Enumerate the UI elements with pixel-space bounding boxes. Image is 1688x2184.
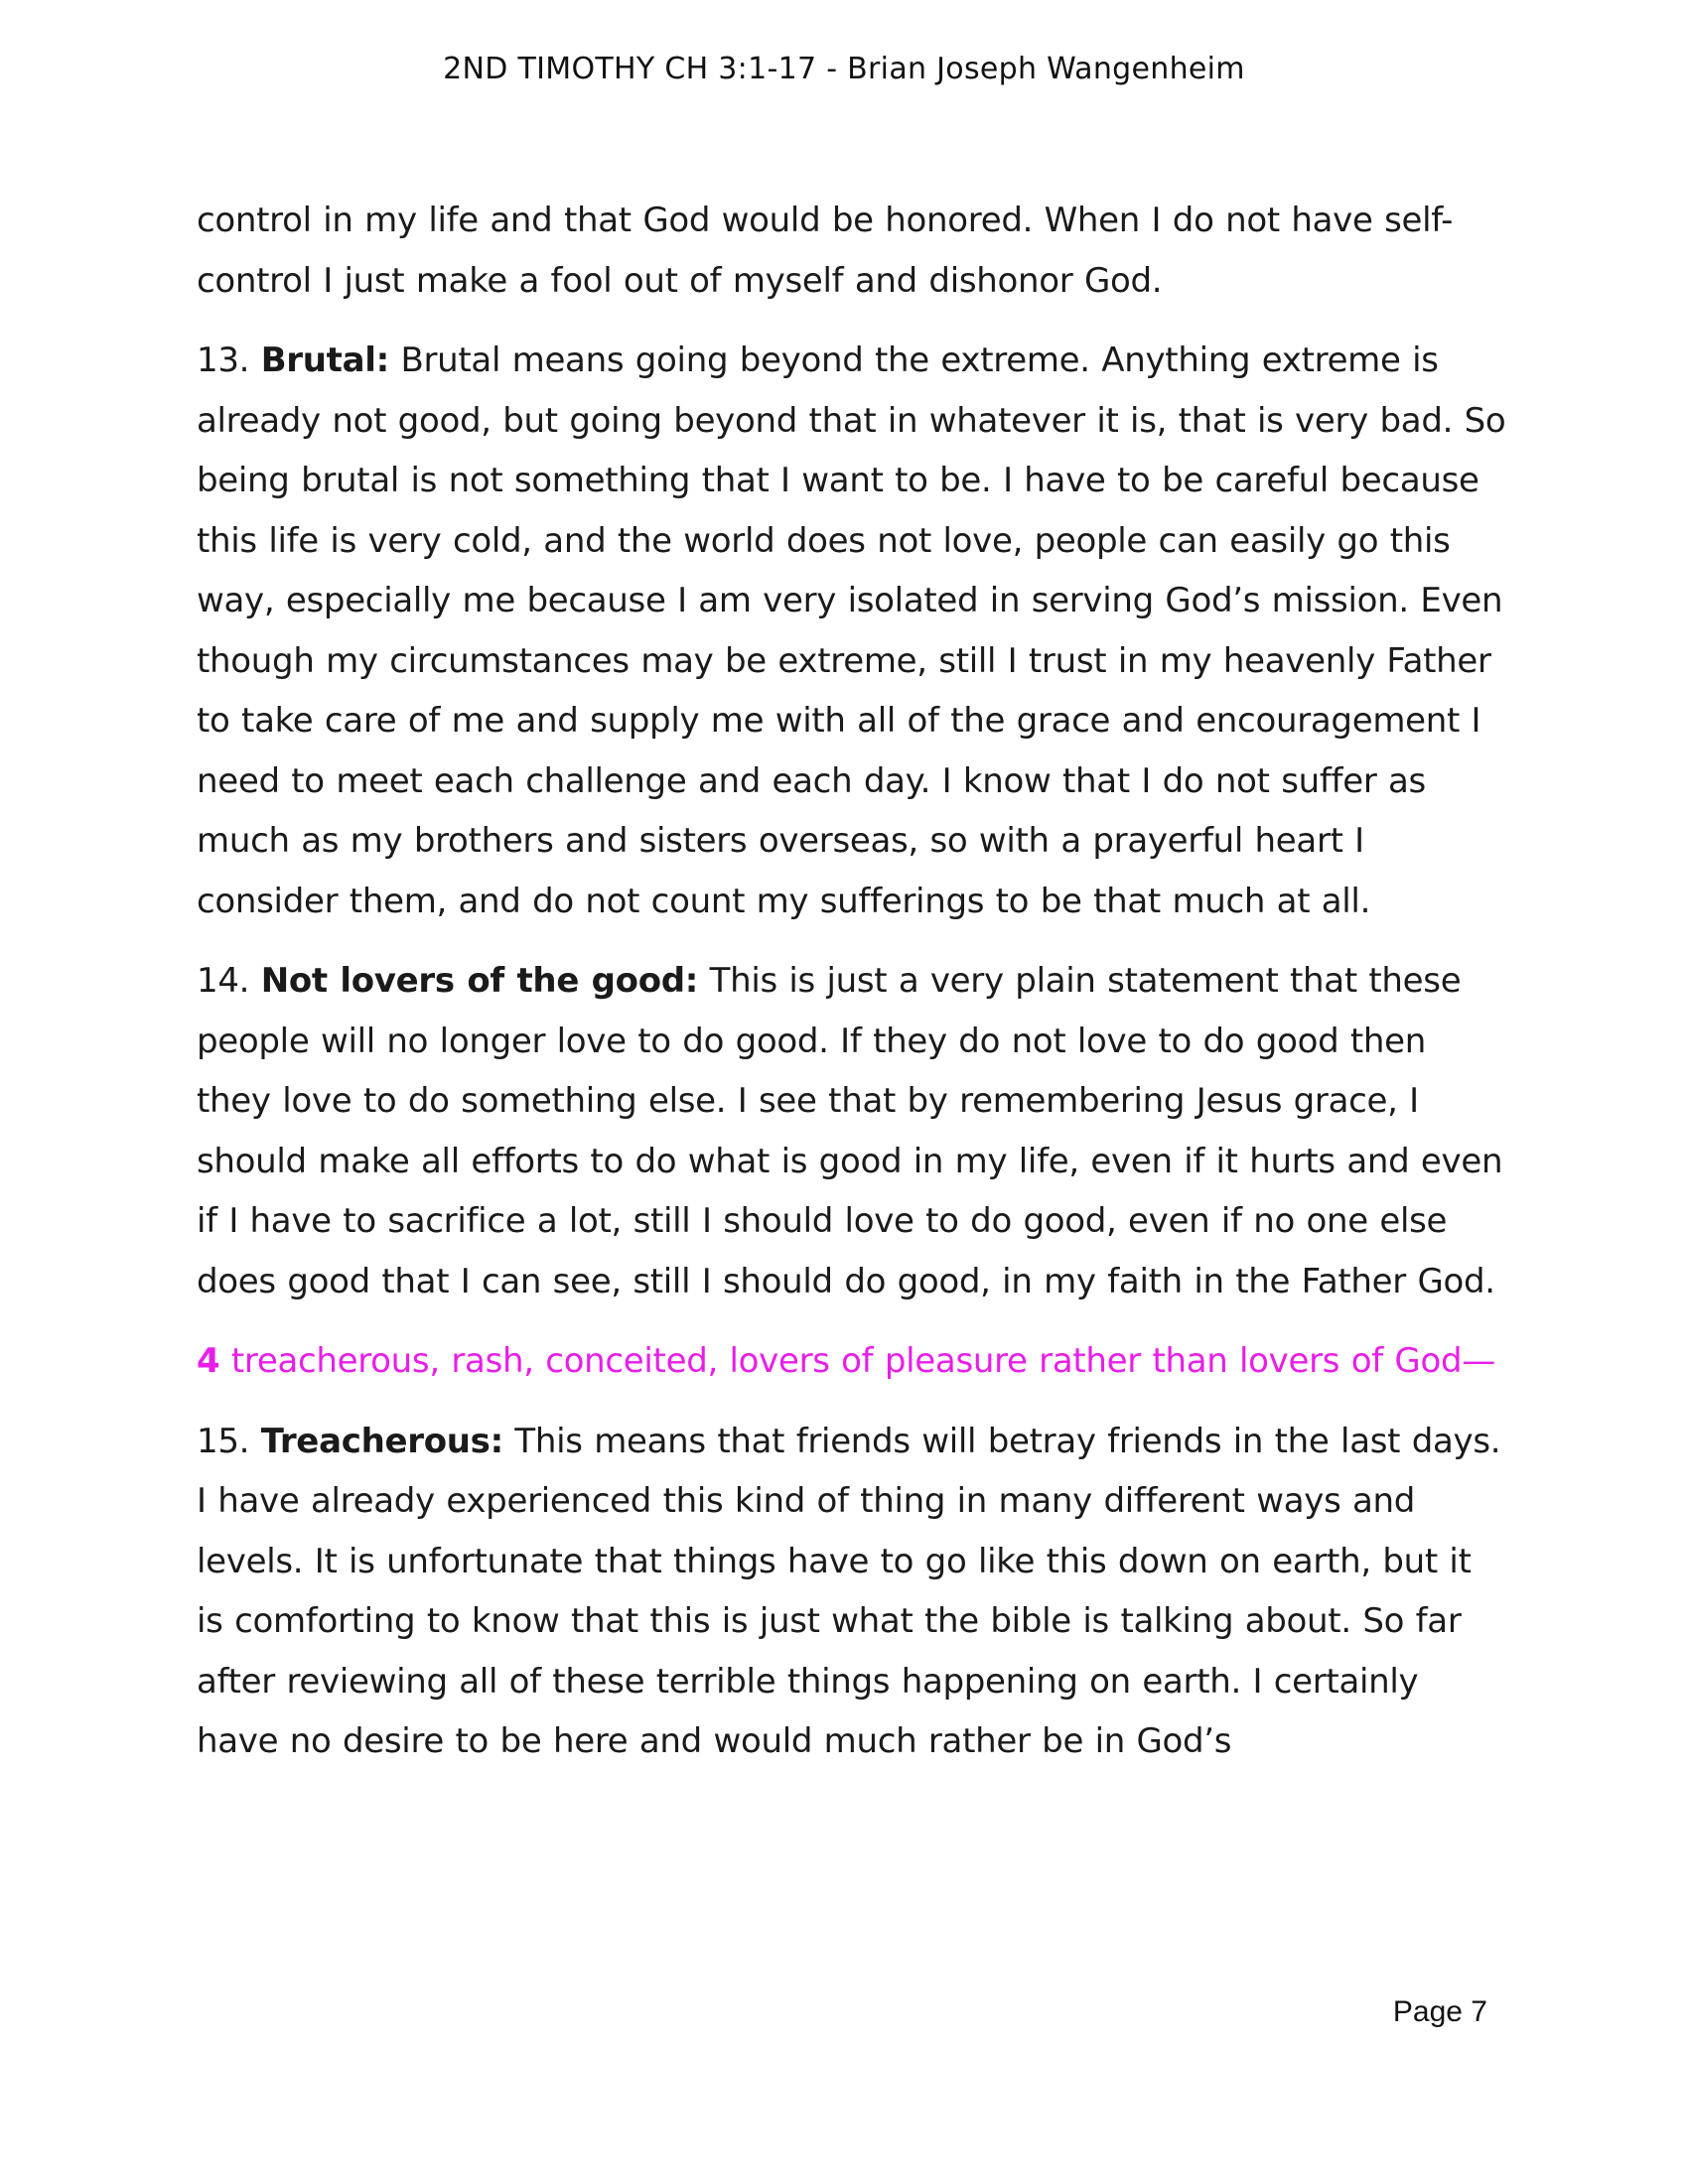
item-number: 14.: [197, 961, 261, 1001]
verse-number: 4: [197, 1341, 220, 1381]
paragraph-15-treacherous: [197, 1412, 1507, 1772]
paragraph-14-not-lovers-of-good: [197, 951, 1507, 1311]
verse-text: treacherous, rash, conceited, lovers of pleasure rather than lovers of God—: [219, 1341, 1495, 1381]
paragraph-intro: control in my life and that God would be honored. When I do not have self-control I just make a fool out of myself and dishonor God.: [197, 201, 1454, 301]
term-heading: Treacherous:: [260, 1421, 503, 1461]
item-number: 15.: [197, 1421, 261, 1461]
paragraph-body: This is just a very plain statement that these people will no longer love to do good. If they do not love to do good then they love to do something else. I see that by remembering Jesus grace, I should make all efforts to do what is good in my life, even if it hurts and even if I have to sacrifice a lot, still I should love to do good, even if no one else does good that I can see, still I should do good, in my faith in the Father God.: [197, 961, 1503, 1301]
paragraph-body: This means that friends will betray friends in the last days. I have already experienced this kind of thing in many different ways and levels. It is unfortunate that things have to go like this down on earth, but it is comforting to know that this is just what the bible is talking about. So far after reviewing all of these terrible things happening on earth. I certainly have no desire to be here and would much rather be in God’s: [197, 1421, 1501, 1761]
page-header: 2ND TIMOTHY CH 3:1-17 - Brian Joseph Wangenheim: [443, 52, 1245, 86]
page-number: Page 7: [1392, 1995, 1487, 2028]
document-body: [197, 191, 1507, 1792]
item-number: 13.: [197, 341, 261, 380]
term-heading: Brutal:: [260, 341, 389, 380]
term-heading: Not lovers of the good:: [260, 961, 699, 1001]
paragraph-body: Brutal means going beyond the extreme. Anything extreme is already not good, but going beyond that in whatever it is, that is very bad. So being brutal is not something that I want to be. I have to be careful because this life is very cold, and the world does not love, people can easily go this way, especially me because I am very isolated in serving God’s mission. Even though my circumstances may be extreme, still I trust in my heavenly Father to take care of me and supply me with all of the grace and encouragement I need to meet each challenge and each day. I know that I do not suffer as much as my brothers and sisters overseas, so with a prayerful heart I consider them, and do not count my sufferings to be that much at all.: [197, 341, 1506, 921]
scripture-verse-4: [197, 1331, 1507, 1392]
paragraph-13-brutal: [197, 331, 1507, 931]
